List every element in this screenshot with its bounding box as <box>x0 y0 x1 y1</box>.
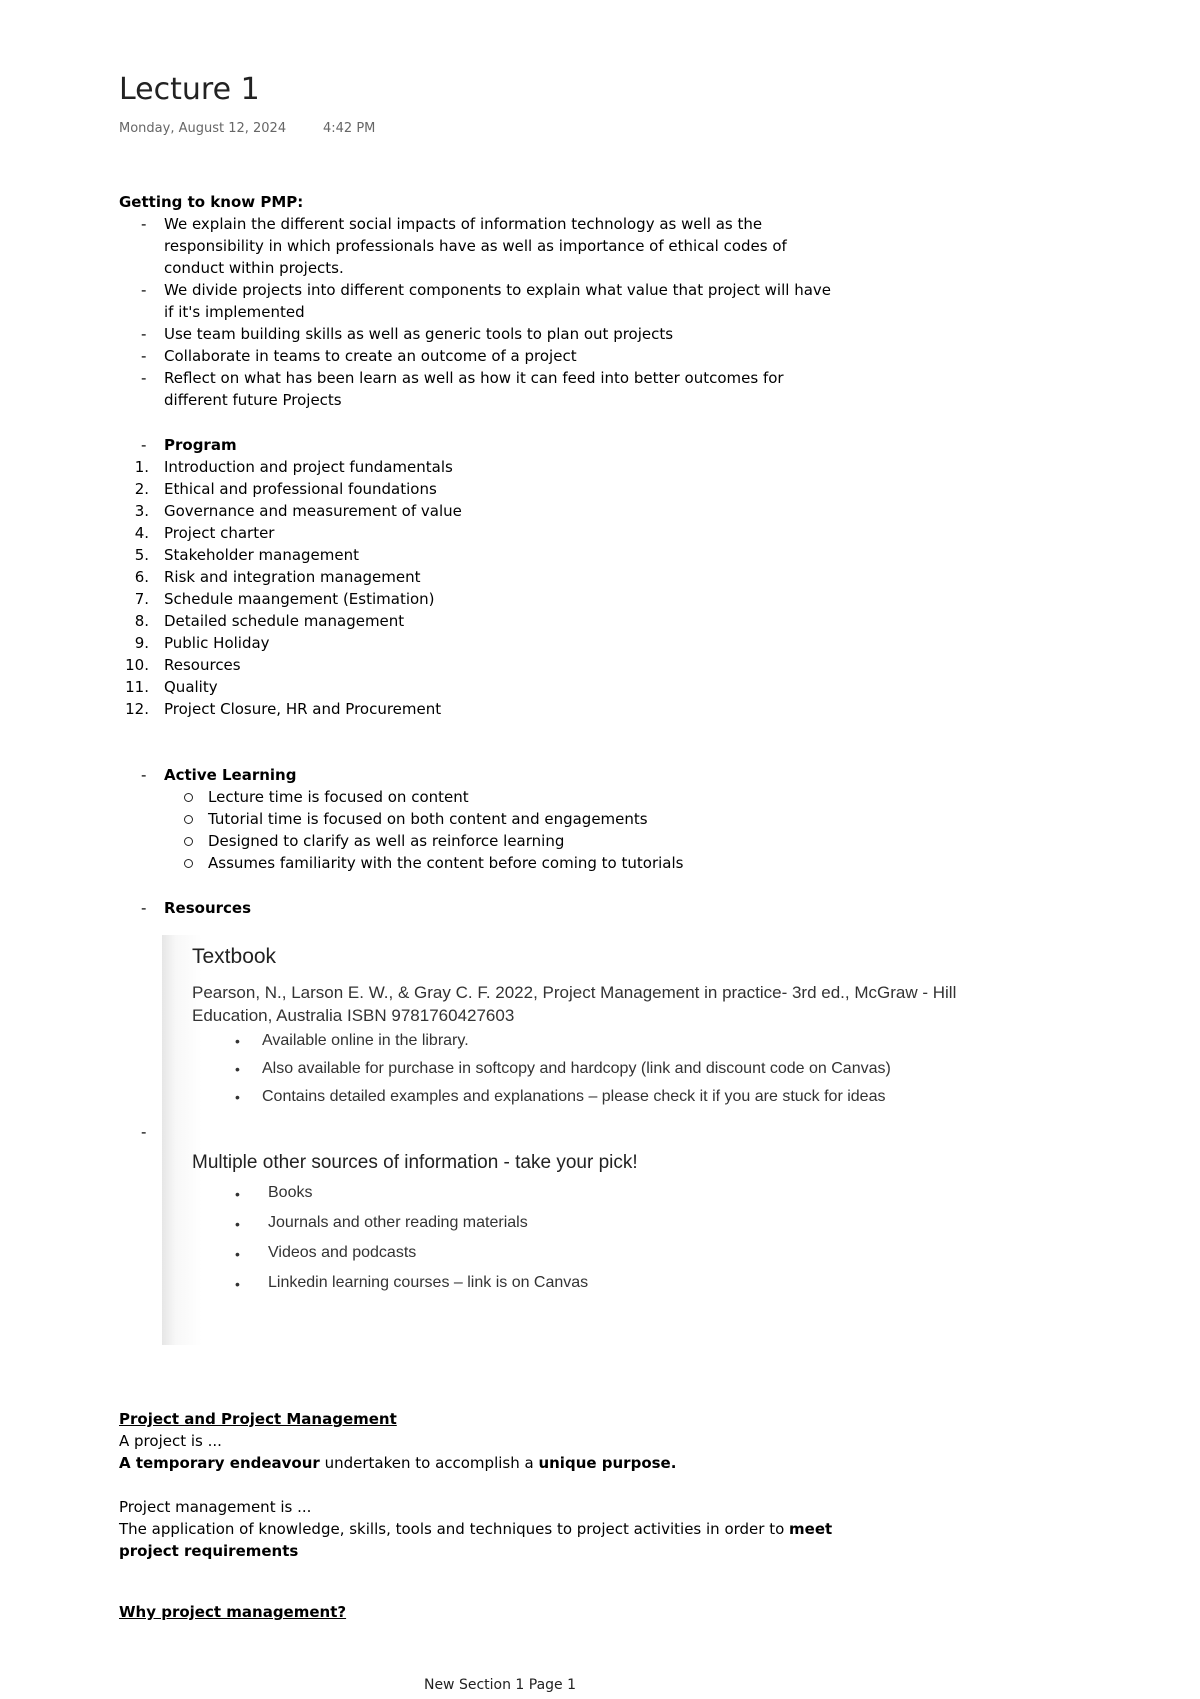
dash-bullet: - <box>141 436 147 454</box>
slide-textbook-bullet: Available online in the library. <box>262 1032 469 1049</box>
dash-bullet: - <box>141 281 147 299</box>
program-item: Governance and measurement of value <box>164 502 462 520</box>
project-def-bold-1: A temporary endeavour <box>119 1454 320 1472</box>
page-time: 4:42 PM <box>323 121 376 136</box>
slide-sources-bullet: Journals and other reading materials <box>268 1214 528 1231</box>
program-item: Resources <box>164 656 241 674</box>
bullet-dot-icon: • <box>235 1216 240 1232</box>
program-item: Quality <box>164 678 218 696</box>
slide-textbook-bullet: Also available for purchase in softcopy and hardcopy (link and discount code on Canvas) <box>262 1060 891 1077</box>
list-number: 2. <box>134 480 149 498</box>
active-learning-item: Tutorial time is focused on both content and engagements <box>208 810 648 828</box>
dash-bullet: - <box>141 325 147 343</box>
pm-definition-line-1 <box>119 1518 832 1540</box>
list-number: 3. <box>134 502 149 520</box>
program-item: Project charter <box>164 524 275 542</box>
active-learning-item: Lecture time is focused on content <box>208 788 469 806</box>
program-item: Detailed schedule management <box>164 612 405 630</box>
program-item: Introduction and project fundamentals <box>164 458 453 476</box>
intro-bullet-2-line-2: if it's implemented <box>164 303 305 321</box>
list-number: 4. <box>134 524 149 542</box>
slide-citation-line-1: Pearson, N., Larson E. W., & Gray C. F. 2022, Project Management in practice- 3rd ed., McGraw - Hill <box>192 983 957 1002</box>
program-item: Risk and integration management <box>164 568 421 586</box>
list-number: 5. <box>134 546 149 564</box>
list-number: 9. <box>134 634 149 652</box>
slide-sources-bullet: Books <box>268 1184 313 1201</box>
program-item: Project Closure, HR and Procurement <box>164 700 442 718</box>
active-learning-heading: Active Learning <box>164 766 297 784</box>
slide-textbook-bullet: Contains detailed examples and explanations – please check it if you are stuck for ideas <box>262 1088 886 1105</box>
why-pm-heading: Why project management? <box>119 1603 347 1621</box>
slide-sources-bullet: Linkedin learning courses – link is on Canvas <box>268 1274 589 1291</box>
pm-def-plain: The application of knowledge, skills, tools and techniques to project activities in order to <box>119 1520 790 1538</box>
dash-bullet: - <box>141 1123 147 1141</box>
intro-bullet-4: Collaborate in teams to create an outcome of a project <box>164 347 577 365</box>
page-date: Monday, August 12, 2024 <box>119 121 287 136</box>
slide-textbook-heading: Textbook <box>192 945 277 968</box>
slide-sources-heading: Multiple other sources of information - take your pick! <box>192 1152 638 1173</box>
project-def-mid: undertaken to accomplish a <box>319 1454 539 1472</box>
active-learning-item: Designed to clarify as well as reinforce learning <box>208 832 565 850</box>
resources-heading: Resources <box>164 899 252 917</box>
bullet-dot-icon: • <box>235 1033 240 1049</box>
intro-bullet-5-line-2: different future Projects <box>164 391 342 409</box>
dash-bullet: - <box>141 899 147 917</box>
bullet-dot-icon: • <box>235 1246 240 1262</box>
list-number: 11. <box>125 678 149 696</box>
circle-bullet-icon <box>184 837 193 846</box>
intro-bullet-1-line-2: responsibility in which professionals have as well as importance of ethical codes of <box>164 237 787 255</box>
list-number: 7. <box>134 590 149 608</box>
intro-heading: Getting to know PMP: <box>119 193 304 211</box>
list-number: 12. <box>125 700 149 718</box>
bullet-dot-icon: • <box>235 1276 240 1292</box>
project-def-bold-2: unique purpose. <box>538 1454 677 1472</box>
program-item: Public Holiday <box>164 634 270 652</box>
dash-bullet: - <box>141 215 147 233</box>
page-title: Lecture 1 <box>119 72 260 107</box>
program-item: Schedule maangement (Estimation) <box>164 590 435 608</box>
circle-bullet-icon <box>184 859 193 868</box>
circle-bullet-icon <box>184 815 193 824</box>
list-number: 8. <box>134 612 149 630</box>
project-mgmt-heading: Project and Project Management <box>119 1410 397 1428</box>
intro-bullet-2-line-1: We divide projects into different components to explain what value that project will have <box>164 281 832 299</box>
list-number: 1. <box>134 458 149 476</box>
slide-sources-bullet: Videos and podcasts <box>268 1244 417 1261</box>
program-item: Ethical and professional foundations <box>164 480 437 498</box>
intro-bullet-3: Use team building skills as well as generic tools to plan out projects <box>164 325 674 343</box>
intro-bullet-5-line-1: Reflect on what has been learn as well as how it can feed into better outcomes for <box>164 369 784 387</box>
dash-bullet: - <box>141 766 147 784</box>
bullet-dot-icon: • <box>235 1061 240 1077</box>
active-learning-item: Assumes familiarity with the content before coming to tutorials <box>208 854 684 872</box>
intro-bullet-1-line-3: conduct within projects. <box>164 259 344 277</box>
slide-citation-line-2: Education, Australia ISBN 9781760427603 <box>192 1006 515 1025</box>
page-footer: New Section 1 Page 1 <box>423 1677 577 1693</box>
intro-bullet-1-line-1: We explain the different social impacts of information technology as well as the <box>164 215 763 233</box>
program-item: Stakeholder management <box>164 546 359 564</box>
dash-bullet: - <box>141 347 147 365</box>
project-is-text: A project is ... <box>119 1432 222 1450</box>
list-number: 6. <box>134 568 149 586</box>
resources-slide-image <box>162 935 1092 1345</box>
circle-bullet-icon <box>184 793 193 802</box>
dash-bullet: - <box>141 369 147 387</box>
pm-definition-line-2: project requirements <box>119 1542 299 1560</box>
bullet-dot-icon: • <box>235 1186 240 1202</box>
project-definition <box>119 1452 676 1474</box>
program-heading: Program <box>164 436 237 454</box>
pm-def-bold: meet <box>789 1520 833 1538</box>
pm-is-text: Project management is ... <box>119 1498 312 1516</box>
list-number: 10. <box>125 656 149 674</box>
bullet-dot-icon: • <box>235 1089 240 1105</box>
